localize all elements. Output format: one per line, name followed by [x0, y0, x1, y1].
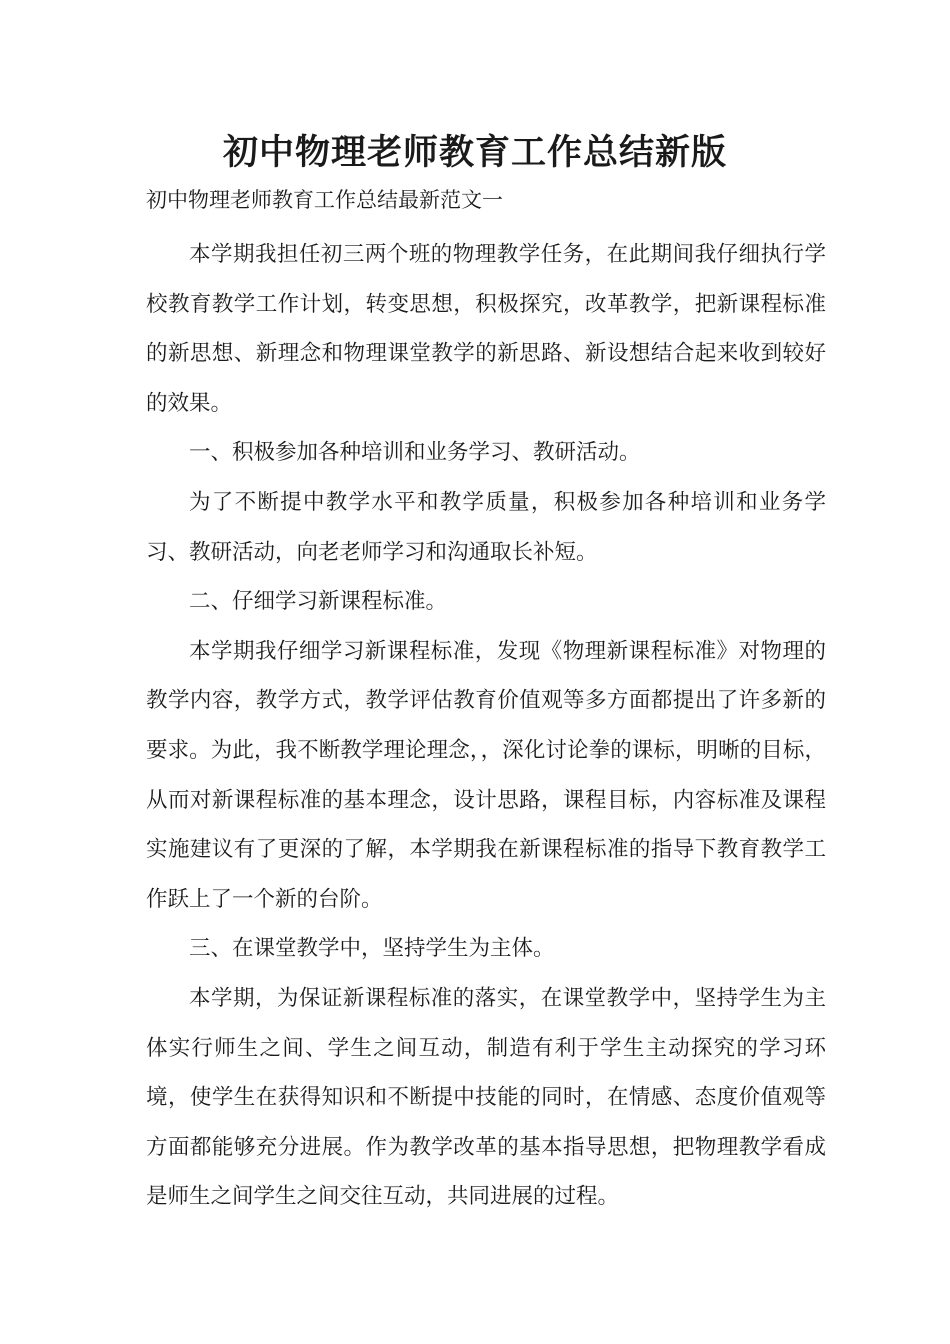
section-heading: 三、在课堂教学中，坚持学生为主体。: [189, 936, 555, 962]
section-heading: 一、积极参加各种培训和业务学习、教研活动。: [189, 440, 641, 466]
paragraph: 本学期我担任初三两个班的物理教学任务，在此期间我仔细执行学校教育教学工作计划，转变思想，积极探究，改革教学，把新课程标准的新思想、新理念和物理课堂教学的新思路、新设想结合起来收到较好的效果。: [146, 242, 826, 416]
paragraph: 本学期，为保证新课程标准的落实，在课堂教学中，坚持学生为主体实行师生之间、学生之间互动，制造有利于学生主动探究的学习环境，使学生在获得知识和不断提中技能的同时，在情感、态度价值观等方面都能够充分进展。作为教学改革的基本指导思想，把物理教学看成是师生之间学生之间交往互动，共同进展的过程。: [146, 985, 826, 1210]
document-subtitle: 初中物理老师教育工作总结最新范文一: [146, 188, 503, 212]
document-title: 初中物理老师教育工作总结新版: [222, 133, 727, 173]
section-heading: 二、仔细学习新课程标准。: [189, 589, 448, 615]
paragraph: 本学期我仔细学习新课程标准，发现《物理新课程标准》对物理的教学内容，教学方式，教学评估教育价值观等多方面都提出了许多新的要求。为此，我不断教学理论理念，，深化讨论拳的课标，明晰的目标，从而对新课程标准的基本理念，设计思路，课程目标，内容标准及课程实施建议有了更深的了解，本学期我在新课程标准的指导下教育教学工作跃上了一个新的台阶。: [146, 638, 826, 912]
document-body: [146, 230, 826, 1222]
paragraph: 为了不断提中教学水平和教学质量，积极参加各种培训和业务学习、教研活动，向老老师学习和沟通取长补短。: [146, 489, 826, 565]
